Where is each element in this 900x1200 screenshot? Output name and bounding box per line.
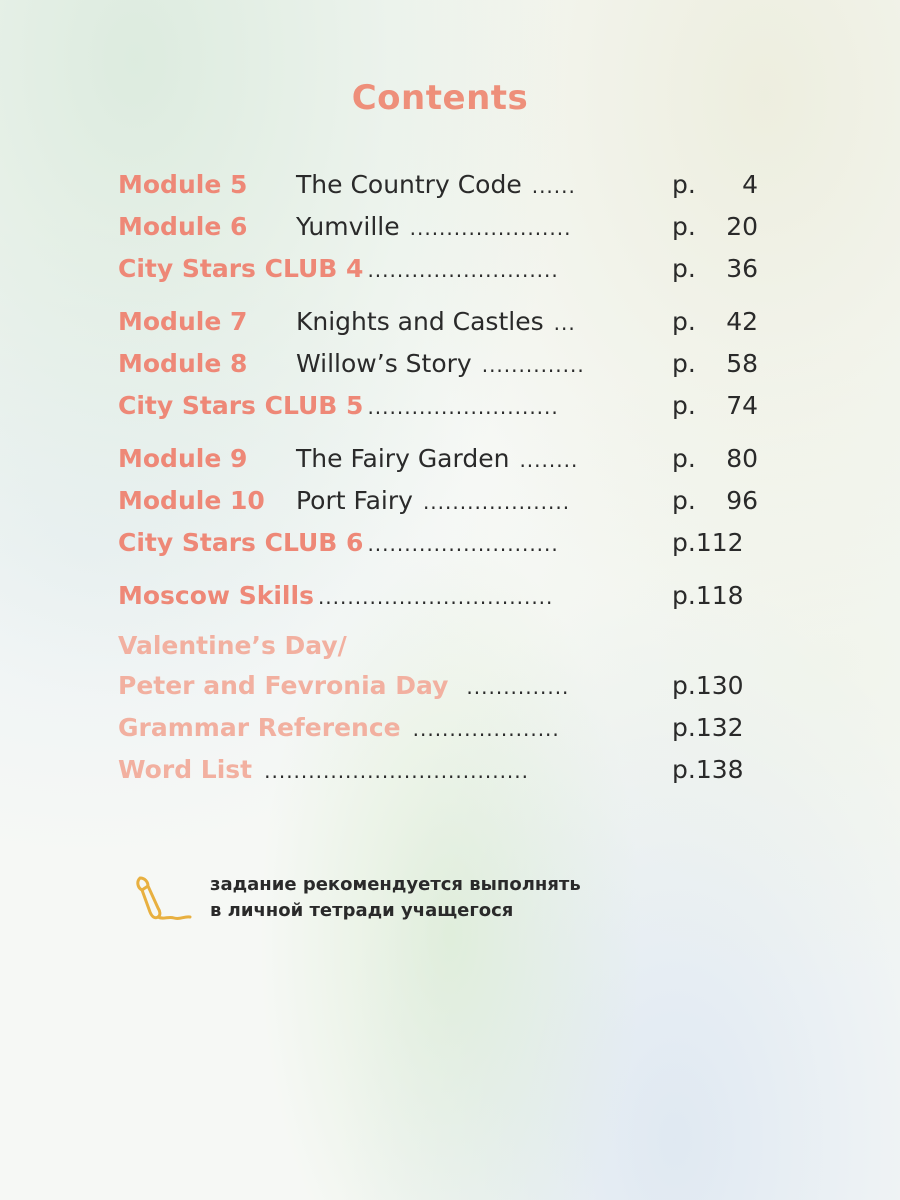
toc-page-ref [672, 166, 758, 204]
toc-entry-label: City Stars CLUB 6 [118, 528, 364, 557]
toc-entry-label: Module 9 [118, 444, 248, 473]
toc-entry-label: Moscow Skills [118, 581, 314, 610]
toc-entry[interactable] [118, 440, 758, 482]
toc-leader-dots: ...................... [409, 216, 572, 240]
notebook-note [128, 872, 581, 928]
toc-page-number: 4 [742, 170, 758, 199]
toc-leader-dots: .......................... [367, 258, 559, 282]
toc-entry-label: Module 7 [118, 307, 248, 336]
toc-entry[interactable] [118, 751, 758, 793]
toc-leader-dots: .................................... [264, 759, 529, 783]
toc-page-ref [672, 440, 758, 478]
toc-page-prefix: p. [672, 170, 696, 199]
toc-entry[interactable] [118, 303, 758, 345]
toc-entry[interactable] [118, 208, 758, 250]
toc-page-prefix: p.118 [672, 581, 744, 610]
toc-page-prefix: p. [672, 212, 696, 241]
toc-page-prefix: p. [672, 349, 696, 378]
toc-page-ref [672, 208, 758, 246]
toc-leader-dots: .................... [412, 717, 560, 741]
toc-entry-title: The Fairy Garden [296, 444, 510, 473]
toc-leader-dots: ........ [519, 448, 579, 472]
toc-leader-dots: ................................ [317, 585, 554, 609]
toc-page-ref [672, 250, 758, 288]
toc-page-prefix: p.138 [672, 755, 744, 784]
toc-entry-title: The Country Code [296, 170, 522, 199]
toc-entry-label: City Stars CLUB 5 [118, 391, 364, 420]
toc-leader-dots: .............. [466, 675, 570, 699]
toc-page-prefix: p. [672, 307, 696, 336]
toc-entry[interactable] [118, 524, 758, 566]
toc-entry[interactable] [118, 667, 758, 709]
toc-entry[interactable] [118, 250, 758, 292]
toc-entry-title: Knights and Castles [296, 307, 544, 336]
toc-entry-title: Port Fairy [296, 486, 413, 515]
toc-leader-dots: .......................... [367, 395, 559, 419]
toc-page-number: 96 [726, 486, 758, 515]
toc-leader-dots: .......................... [367, 532, 559, 556]
toc-page-number: 20 [726, 212, 758, 241]
toc-page-number: 74 [726, 391, 758, 420]
toc-page-ref [672, 303, 758, 341]
toc-page-prefix: p. [672, 444, 696, 473]
toc-entry-label: Module 10 [118, 486, 265, 515]
toc-entry-label: City Stars CLUB 4 [118, 254, 364, 283]
toc-entry-label: Module 6 [118, 212, 248, 241]
toc-page-ref [672, 524, 758, 562]
toc-page-ref [672, 387, 758, 425]
toc-page-number: 42 [726, 307, 758, 336]
toc-leader-dots: ... [553, 311, 576, 335]
toc-page-prefix: p.112 [672, 528, 744, 557]
toc-page-prefix: p.130 [672, 671, 744, 700]
toc-page-number: 36 [726, 254, 758, 283]
toc-leader-dots: ...... [531, 174, 576, 198]
note-line-2: в личной тетради учащегося [210, 900, 514, 921]
toc-entry[interactable] [118, 345, 758, 387]
toc-entry[interactable] [118, 166, 758, 208]
toc-page-prefix: p. [672, 486, 696, 515]
toc-leader-dots: .............. [481, 353, 585, 377]
toc-entry[interactable] [118, 577, 758, 619]
toc-entry-label: Module 8 [118, 349, 248, 378]
toc-entry-label: Peter and Fevronia Day [118, 671, 449, 700]
toc-page-ref [672, 345, 758, 383]
note-line-1: задание рекомендуется выполнять [210, 874, 581, 895]
toc-leader-dots: .................... [422, 490, 571, 514]
toc-entry[interactable] [118, 482, 758, 524]
contents-list [118, 166, 758, 793]
toc-entry-label: Module 5 [118, 170, 248, 199]
toc-page-number: 80 [726, 444, 758, 473]
toc-entry-label: Word List [118, 755, 253, 784]
toc-entry-label: Valentine’s Day/ [118, 631, 347, 660]
toc-page-ref [672, 667, 758, 705]
toc-page-prefix: p. [672, 254, 696, 283]
toc-entry[interactable] [118, 387, 758, 429]
toc-page-ref [672, 709, 758, 747]
toc-page-ref [672, 751, 758, 789]
toc-entry-title: Willow’s Story [296, 349, 472, 378]
toc-entry[interactable] [118, 709, 758, 751]
note-text [210, 872, 581, 924]
toc-page-ref [672, 482, 758, 520]
page-title: Contents [351, 78, 529, 118]
toc-entry-first-line[interactable] [118, 627, 758, 667]
toc-page-prefix: p.132 [672, 713, 744, 742]
toc-page-prefix: p. [672, 391, 696, 420]
toc-page-ref [672, 577, 758, 615]
pen-icon [128, 872, 198, 928]
toc-page-number: 58 [726, 349, 758, 378]
toc-entry-title: Yumville [296, 212, 400, 241]
toc-entry-label: Grammar Reference [118, 713, 401, 742]
